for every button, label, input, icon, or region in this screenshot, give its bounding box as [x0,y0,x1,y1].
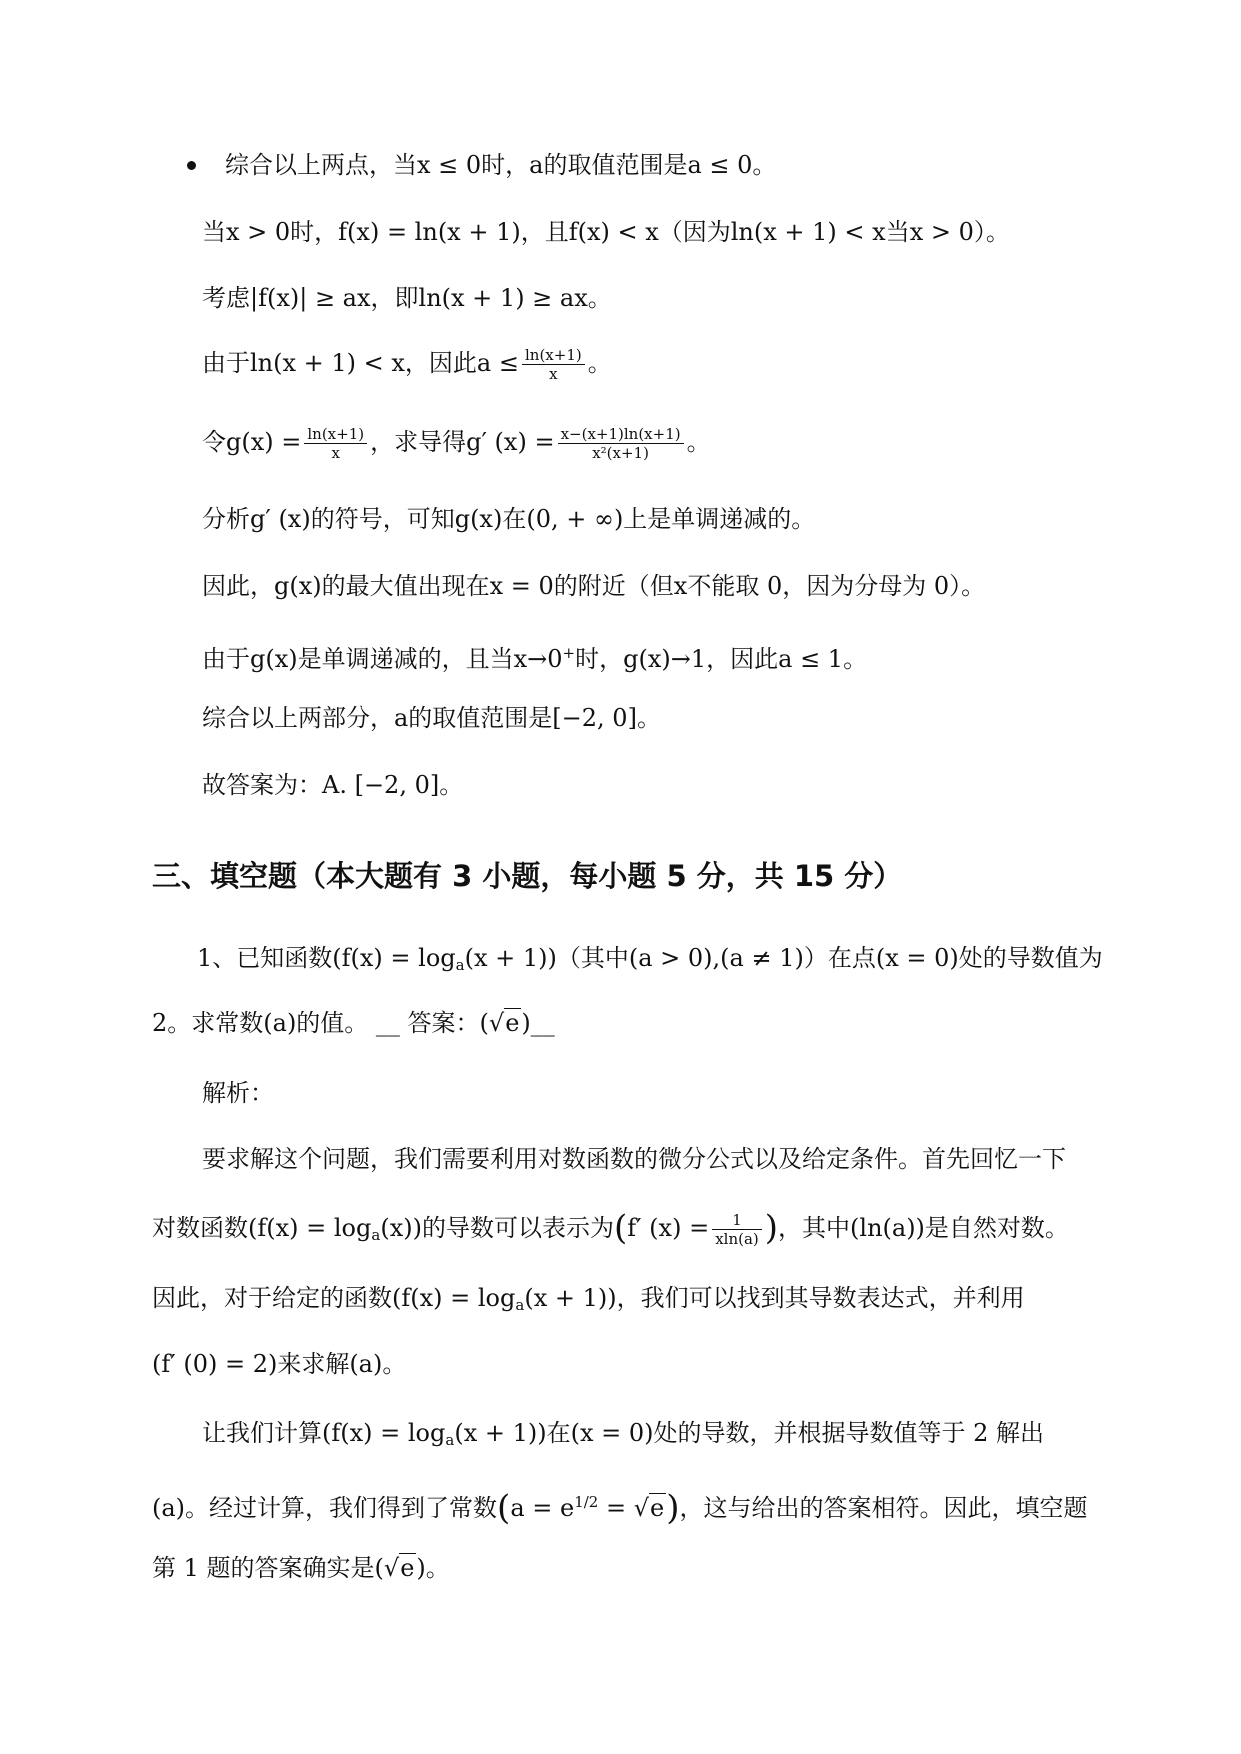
right-paren: ) [764,1208,779,1248]
question-line [152,1006,555,1040]
denominator: x²(x+1) [592,444,649,462]
text-segment: (a)。经过计算，我们得到了常数 [152,1494,498,1522]
right-paren: ) [666,1488,680,1528]
subscript: a [445,1431,455,1449]
text-segment: 时，g(x)→1，因此a ≤ 1。 [575,645,868,673]
fraction [712,1211,762,1248]
fraction [304,425,367,462]
text-line: 因此，g(x)的最大值出现在x = 0的附近（但x不能取 0，因为分母为 0）。 [202,572,986,600]
formula-line [152,1281,1025,1322]
numerator: 1 [712,1211,762,1230]
left-paren: ( [497,1488,511,1528]
question-line [197,941,1103,982]
text-line: 综合以上两部分，a的取值范围是[−2, 0]。 [202,704,661,732]
text-segment: 令g(x) = [202,428,302,456]
numerator: x−(x+1)ln(x+1) [558,425,684,444]
formula-line [202,425,711,462]
text-segment: (x + 1))，我们可以找到其导数表达式，并利用 [524,1284,1025,1312]
text-segment: )__ [521,1009,555,1037]
formula-line [202,346,612,383]
text-segment: 因此，对于给定的函数(f(x) = log [152,1284,516,1312]
text-segment: ，其中(ln(a))是自然对数。 [778,1214,1069,1242]
text-line: 综合以上两点，当x ≤ 0时，a的取值范围是a ≤ 0。 [225,151,777,179]
text-segment: 2。求常数(a)的值。 __ 答案：(√ [152,1009,505,1037]
text-segment: = √ [598,1494,650,1522]
text-segment: 。 [686,428,711,456]
text-segment: ，这与给出的答案相符。因此，填空题 [679,1494,1088,1522]
superscript: + [562,644,576,662]
left-paren: ( [613,1208,628,1248]
superscript: 1/2 [574,1493,599,1511]
text-line: 故答案为：A. [−2, 0]。 [202,771,464,799]
text-segment: (x + 1))在(x = 0)处的导数，并根据导数值等于 2 解出 [454,1419,1045,1447]
text-segment: a = e [510,1494,575,1522]
numerator: ln(x+1) [522,346,585,365]
analysis-label: 解析： [202,1079,274,1107]
subscript: a [371,1226,381,1244]
section-heading: 三、填空题（本大题有 3 小题，每小题 5 分，共 15 分） [152,859,903,893]
text-line: (f′ (0) = 2)来求解(a)。 [152,1350,407,1378]
subscript: a [455,956,465,974]
text-line: 考虑|f(x)| ≥ ax，即ln(x + 1) ≥ ax。 [202,284,612,312]
text-line: 当x > 0时，f(x) = ln(x + 1)，且f(x) < x（因为ln(x + 1) < x当x > 0）。 [202,218,1010,246]
denominator: xln(a) [715,1230,759,1248]
text-line: 分析g′ (x)的符号，可知g(x)在(0, + ∞)上是单调递减的。 [202,505,816,533]
text-line: 要求解这个问题，我们需要利用对数函数的微分公式以及给定条件。首先回忆一下 [202,1145,1066,1173]
fraction [558,425,684,462]
radicand: e [650,1494,665,1522]
text-segment: 。 [587,349,612,377]
formula-line [152,1485,1088,1528]
text-segment: (x + 1))（其中(a > 0),(a ≠ 1)）在点(x = 0)处的导数值为 [464,944,1103,972]
numerator: ln(x+1) [304,425,367,444]
radicand: e [505,1009,520,1037]
text-segment: f′ (x) = [627,1214,710,1242]
text-segment: 第 1 题的答案确实是(√ [152,1554,400,1582]
text-segment: ，求导得g′ (x) = [370,428,555,456]
text-segment: 让我们计算(f(x) = log [202,1419,446,1447]
formula-line [202,636,867,676]
text-segment: (x))的导数可以表示为 [380,1214,614,1242]
formula-line [152,1208,1069,1252]
formula-line [152,1551,450,1585]
denominator: x [549,365,558,383]
subscript: a [515,1296,525,1314]
denominator: x [331,444,340,462]
radicand: e [400,1554,415,1582]
text-segment: 由于g(x)是单调递减的，且当x→0 [202,645,563,673]
text-segment: 由于ln(x + 1) < x，因此a ≤ [202,349,519,377]
formula-line [202,1416,1044,1457]
text-segment: 对数函数(f(x) = log [152,1214,372,1242]
fraction [522,346,585,383]
bullet-icon [187,161,196,170]
text-segment: )。 [416,1554,450,1582]
text-segment: 1、已知函数(f(x) = log [197,944,456,972]
